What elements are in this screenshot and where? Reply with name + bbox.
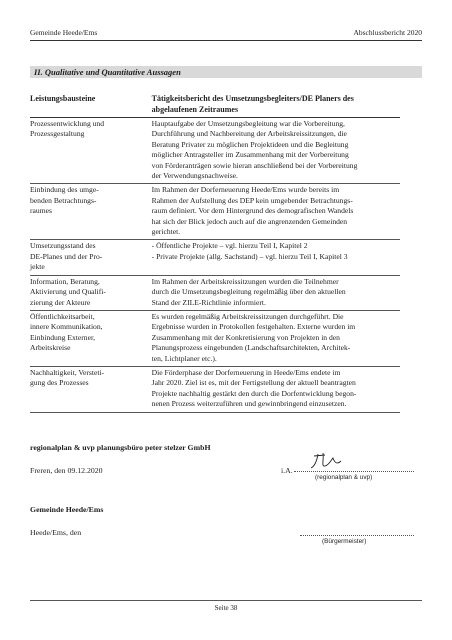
table-row [30,184,400,240]
footer-rule [30,600,422,601]
table-row [30,275,400,310]
ia-label: i.A. [281,466,293,475]
row-description: Es wurden regelmäßig Arbeitskreissitzungen durchgeführt. Die Ergebnisse wurden in Protokollen festgehalten. Externe wurden im Zusammenhang mit der Konkretisierung von Projekten in den Planungsprozess eingebunden (Landschaftsarchitekten, Architek- ten, Lichtplaner etc.). [152,310,400,366]
row-description: Im Rahmen der Dorferneuerung Heede/Ems wurde bereits im Rahmen der Aufstellung des DEP kein umgebender Betrachtungs- raum definiert. Vor dem Hintergrund des demografischen Wandels hat sich der Blick jedoch auch auf die angrenzenden Gemeinden gerichtet. [152,184,400,240]
page-number: Seite 38 [214,604,238,612]
municipality-name: Gemeinde Heede/Ems [30,505,104,514]
col2-header: Tätigkeitsbericht des Umsetzungsbegleiters/DE Planers des abgelaufenen Zeitraumes [152,93,400,118]
row-description: Die Förderphase der Dorferneuerung in Heede/Ems endete im Jahr 2020. Ziel ist es, mit der Fertigstellung der aktuell beantragten Projekte nachhaltig gestärkt den durch die Dorfentwicklung begon- nenen Prozess weiterzuführen und gewinnbringend einzusetzen. [152,366,400,412]
row-description: Im Rahmen der Arbeitskreissitzungen wurden die Teilnehmer durch die Umsetzungsbegleitung regelmäßig über den aktuellen Stand der ZILE-Richtlinie informiert. [152,275,400,310]
table-row [30,310,400,366]
row-label: Umsetzungsstand des DE-Planes und der Pro- jekte [30,240,152,275]
row-label: Information, Beratung, Aktivierung und Qualifi- zierung der Akteure [30,275,152,310]
header-right: Abschlussbericht 2020 [353,28,422,37]
place-date-planner: Freren, den 09.12.2020 [30,466,103,475]
header-rule [30,40,422,41]
report-table [30,93,400,413]
table-row [30,240,400,275]
col1-header: Leistungsbausteine [30,93,152,118]
company-name: regionalplan & uvp planungsbüro peter stelzer GmbH [30,443,211,452]
row-description: Hauptaufgabe der Umsetzungsbegleitung war die Vorbereitung, Durchführung und Nachbereitung der Arbeitskreissitzungen, die Beratung Privater zu möglichen Projektideen und die Begleitung möglicher Antragsteller im Zusammenhang mit der Vorbereitung von Förderanträgen sowie hieran anschließend bei der Vorbereitung der Verwendungsnachweise. [152,118,400,184]
signature-line-mayor [300,535,414,536]
row-label: Öffentlichkeitsarbeit, innere Kommunikation, Einbindung Externer, Arbeitskreise [30,310,152,366]
signature-caption-mayor: (Bürgermeister) [322,538,367,545]
table-row [30,366,400,412]
section-title: II. Qualitative und Quantitative Aussagen [30,66,422,78]
signature-line-planner [294,471,414,472]
handwritten-signature-icon [305,450,385,472]
row-description: - Öffentliche Projekte – vgl. hierzu Teil I, Kapitel 2 - Private Projekte (allg. Sachstand) – vgl. hierzu Teil I, Kapitel 3 [152,240,400,275]
row-label: Einbindung des umge- benden Betrachtungs- raumes [30,184,152,240]
table-row [30,118,400,184]
signature-caption-planner: (regionalplan & uvp) [315,474,373,481]
row-label: Prozessentwicklung und Prozessgestaltung [30,118,152,184]
place-date-municipality: Heede/Ems, den [30,528,82,537]
row-label: Nachhaltigkeit, Versteti- gung des Prozesses [30,366,152,412]
header-left: Gemeinde Heede/Ems [30,28,98,37]
